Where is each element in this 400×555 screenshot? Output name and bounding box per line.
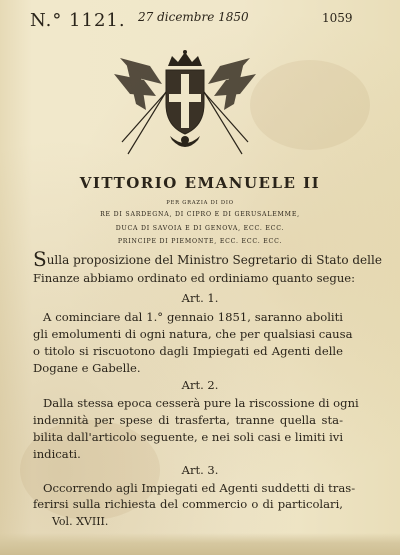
drop-initial: S — [33, 247, 47, 271]
article-1-line: o titolo si riscuotono dagli Impiegati ed Agenti delle — [33, 344, 343, 358]
intro-line-1 — [33, 247, 382, 271]
title-line-kingdoms: RE DI SARDEGNA, DI CIPRO E DI GERUSALEMME, — [100, 211, 300, 218]
article-1-line: gli emolumenti di ogni natura, che per qualsiasi causa — [33, 327, 353, 341]
decree-number: N.° 1121. — [30, 10, 126, 31]
king-name: VITTORIO EMANUELE II — [79, 174, 321, 192]
article-2-line: Dalla stessa epoca cesserà pure la riscossione di ogni — [43, 396, 359, 410]
paper-stain — [250, 60, 370, 150]
title-line-duchies: DUCA DI SAVOIA E DI GENOVA, ECC. ECC. — [115, 225, 285, 232]
article-3-heading: Art. 3. — [181, 463, 219, 477]
article-2-line: bilita dall'articolo seguente, e nei soli casi e limiti ivi — [33, 430, 344, 444]
page-edge-shadow — [0, 533, 400, 555]
title-line-principality: PRINCIPE DI PIEMONTE, ECC. ECC. ECC. — [117, 238, 283, 245]
title-line-grace: PER GRAZIA DI DIO — [166, 200, 234, 206]
article-2-line: indicati. — [33, 447, 81, 461]
article-3-line: ferirsi sulla richiesta del commercio o di particolari, — [33, 497, 343, 511]
article-3-line: Occorrendo agli Impiegati ed Agenti suddetti di tras- — [43, 481, 356, 495]
article-1-heading: Art. 1. — [181, 291, 219, 305]
article-2-heading: Art. 2. — [181, 378, 219, 392]
article-1-line: Dogane e Gabelle. — [33, 361, 141, 375]
page-number: 1059 — [322, 11, 353, 25]
article-1-line: A cominciare dal 1.° gennaio 1851, saranno aboliti — [43, 310, 343, 324]
volume-label: Vol. XVIII. — [52, 515, 109, 528]
intro-line-2: Finanze abbiamo ordinato ed ordiniamo quanto segue: — [33, 271, 356, 285]
intro-line-1-text: ulla proposizione del Ministro Segretario di Stato delle — [46, 253, 382, 267]
coat-of-arms-icon — [110, 44, 260, 164]
decree-date: 27 dicembre 1850 — [138, 10, 249, 24]
article-2-line: indennità per spese di trasferta, tranne quella sta- — [33, 413, 343, 427]
